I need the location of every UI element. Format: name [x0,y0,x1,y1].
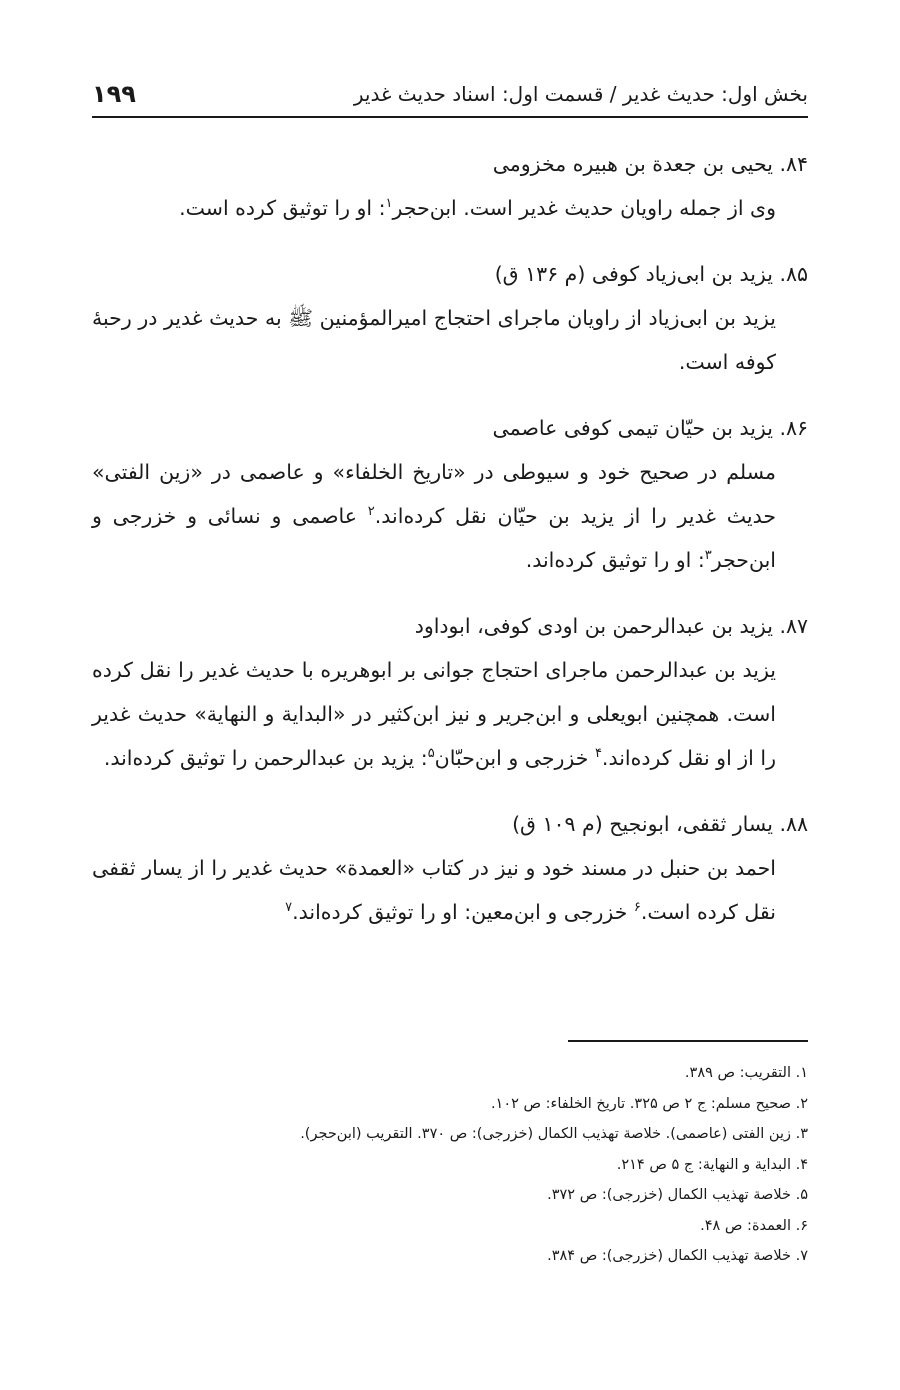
entry-84 [92,142,808,230]
entry-text-part: وی از جمله راویان حدیث غدیر است. ابن‌حجر [392,196,776,220]
footnote-item: ۵. خلاصة تهذیب الکمال (خزرجی): ص ۳۷۲. [547,1187,808,1203]
footnote-ref[interactable]: ۱ [385,196,393,212]
entry-title: ۸۷. یزید بن عبدالرحمن بن اودی کوفی، ابوداود [414,614,808,638]
footnote-item: ۱. التقریب: ص ۳۸۹. [684,1065,808,1081]
entry-title: ۸۵. یزید بن ابی‌زیاد کوفی (م ۱۳۶ ق) [494,262,808,286]
footnote-ref[interactable]: ۴ [594,746,602,762]
entry-title: ۸۶. یزید بن حیّان تیمی کوفی عاصمی [492,416,808,440]
entry-title: ۸۴. یحیی بن جعدة بن هبیره مخزومی [492,152,808,176]
footnote-item: ۲. صحیح مسلم: ج ۲ ص ۳۲۵. تاریخ الخلفاء: ص ۱۰۲. [490,1095,808,1112]
entry-text [92,450,808,582]
entry-85 [92,252,808,384]
entry-88 [92,802,808,934]
entry-text-part: : او را توثیق کرده است. [179,196,386,220]
footnote-item: ۷. خلاصة تهذیب الکمال (خزرجی): ص ۳۸۴. [547,1248,808,1264]
entry-text-part: خزرجی و ابن‌حبّان [434,746,595,770]
running-title: بخش اول: حدیث غدیر / قسمت اول: اسناد حدیث غدیر [353,82,808,106]
page-body [92,142,808,956]
entry-text [92,846,808,934]
footnote-ref[interactable]: ۲ [367,504,375,520]
footnotes-list [92,1058,808,1272]
footnote-ref[interactable]: ۳ [704,548,712,564]
entry-text-part: یزید بن عبدالرحمن ماجرای احتجاج جوانی بر ابوهریره با حدیث غدیر را نقل کرده است. همچنین ابویعلی و ابن‌جریر و نیز ابن‌کثیر در «البدایة و النهایة» حدیث غدیر را از او نقل کرده‌اند. [92,658,776,770]
footnote-ref[interactable]: ۵ [427,746,435,762]
entry-text-part: خزرجی و ابن‌معین: او را توثیق کرده‌اند. [292,900,634,924]
page-header [92,72,808,118]
entry-text [92,186,808,230]
entry-text-part: مسلم در صحیح خود و سیوطی در «تاریخ الخلفاء» و عاصمی در «زین الفتی» حدیث غدیر را از یزید بن حیّان نقل کرده‌اند. [92,460,776,528]
footnote-ref[interactable]: ۶ [633,900,641,916]
entry-text-part: احمد بن حنبل در مسند خود و نیز در کتاب «العمدة» حدیث غدیر را از یسار ثقفی نقل کرده است. [92,856,776,924]
footnote-item: ۳. زین الفتی (عاصمی). خلاصة تهذیب الکمال (خزرجی): ص ۳۷۰. التقریب (ابن‌حجر). [300,1126,808,1142]
entry-87 [92,604,808,780]
page-number: ۱۹۹ [92,80,136,108]
entry-title: ۸۸. یسار ثقفی، ابونجیح (م ۱۰۹ ق) [512,812,808,836]
footnote-divider [568,1040,808,1042]
entry-text-part: عاصمی و نسائی و خزرجی و ابن‌حجر [92,504,776,572]
entry-86 [92,406,808,582]
footnote-ref[interactable]: ۷ [285,900,293,916]
entry-text [92,648,808,780]
footnote-item: ۴. البدایة و النهایة: ج ۵ ص ۲۱۴. [616,1156,808,1173]
entry-text: یزید بن ابی‌زیاد از راویان ماجرای احتجاج امیرالمؤمنین ﷺ به حدیث غدیر در رحبهٔ کوفه است. [92,306,776,374]
footnote-item: ۶. العمدة: ص ۴۸. [700,1217,808,1234]
entry-text-part: : او را توثیق کرده‌اند. [525,548,705,572]
entry-text-part: : یزید بن عبدالرحمن را توثیق کرده‌اند. [103,746,428,770]
